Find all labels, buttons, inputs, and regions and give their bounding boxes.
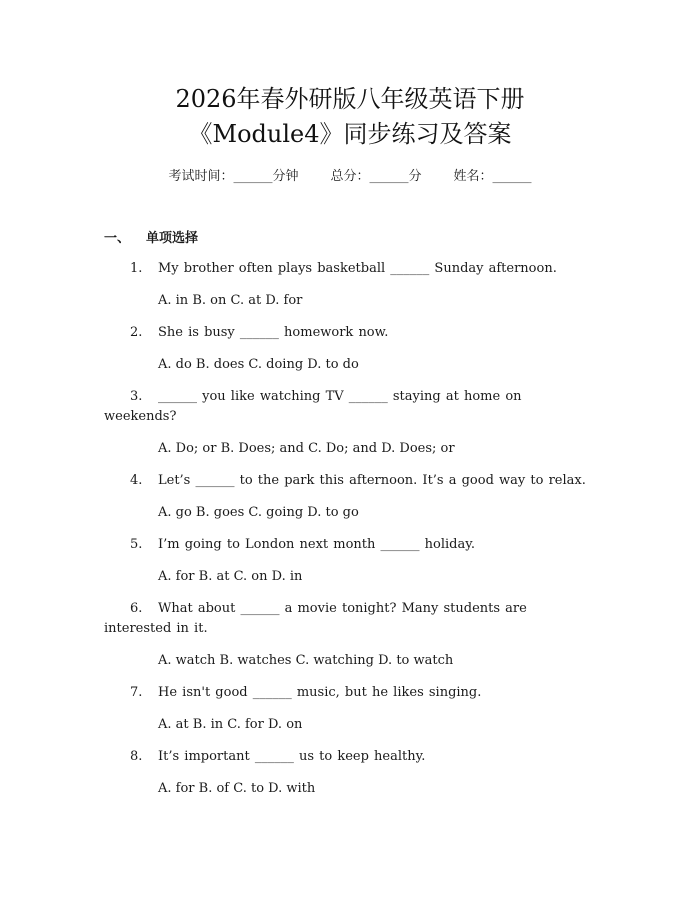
question-item <box>0 535 700 587</box>
question-stem <box>104 259 594 279</box>
question-number: 5. <box>130 537 143 552</box>
section-title: 单项选择 <box>146 231 199 246</box>
question-item <box>0 259 700 311</box>
exam-time-field: 考试时间：______分钟 <box>168 169 299 184</box>
question-stem <box>104 535 594 555</box>
answer-options: A. for B. at C. on D. in <box>158 569 303 584</box>
question-text: It’s important ______ us to keep healthy. <box>158 749 426 764</box>
answer-options: A. go B. goes C. going D. to go <box>158 505 359 520</box>
question-text: I’m going to London next month ______ holiday. <box>158 537 476 552</box>
question-item <box>0 747 700 799</box>
question-number: 4. <box>130 473 143 488</box>
answer-options: A. Do; or B. Does; and C. Do; and D. Does; or <box>158 441 455 456</box>
question-item <box>0 387 700 459</box>
exam-meta <box>0 168 700 186</box>
question-stem <box>104 387 594 427</box>
question-number: 6. <box>130 601 143 616</box>
answer-options: A. watch B. watches C. watching D. to watch <box>158 653 454 668</box>
question-list <box>0 259 700 811</box>
answer-options: A. do B. does C. doing D. to do <box>158 357 359 372</box>
document-subtitle: 《Module4》同步练习及答案 <box>188 120 512 148</box>
question-text: ______ you like watching TV ______ staying at home on weekends? <box>104 389 522 424</box>
question-stem <box>104 683 594 703</box>
student-name-field: 姓名：______ <box>453 169 532 184</box>
question-number: 3. <box>130 389 143 404</box>
section-number: 一、 <box>104 231 131 246</box>
question-item <box>0 323 700 375</box>
question-text: Let’s ______ to the park this afternoon. It’s a good way to relax. <box>158 473 586 488</box>
question-stem <box>104 323 594 343</box>
question-stem <box>104 471 594 491</box>
question-number: 1. <box>130 261 143 276</box>
question-number: 8. <box>130 749 143 764</box>
document-title: 2026年春外研版八年级英语下册 <box>175 85 525 113</box>
question-number: 7. <box>130 685 143 700</box>
question-text: He isn't good ______ music, but he likes singing. <box>158 685 482 700</box>
question-stem <box>104 599 594 639</box>
answer-options: A. at B. in C. for D. on <box>158 717 303 732</box>
question-item <box>0 471 700 523</box>
question-text: What about ______ a movie tonight? Many students are interested in it. <box>104 601 527 636</box>
question-text: My brother often plays basketball ______ Sunday afternoon. <box>158 261 557 276</box>
question-number: 2. <box>130 325 143 340</box>
question-text: She is busy ______ homework now. <box>158 325 389 340</box>
question-item <box>0 599 700 671</box>
answer-options: A. for B. of C. to D. with <box>158 781 316 796</box>
section-heading <box>104 230 198 248</box>
answer-options: A. in B. on C. at D. for <box>158 293 303 308</box>
total-score-field: 总分：______分 <box>330 169 422 184</box>
question-item <box>0 683 700 735</box>
question-stem <box>104 747 594 767</box>
